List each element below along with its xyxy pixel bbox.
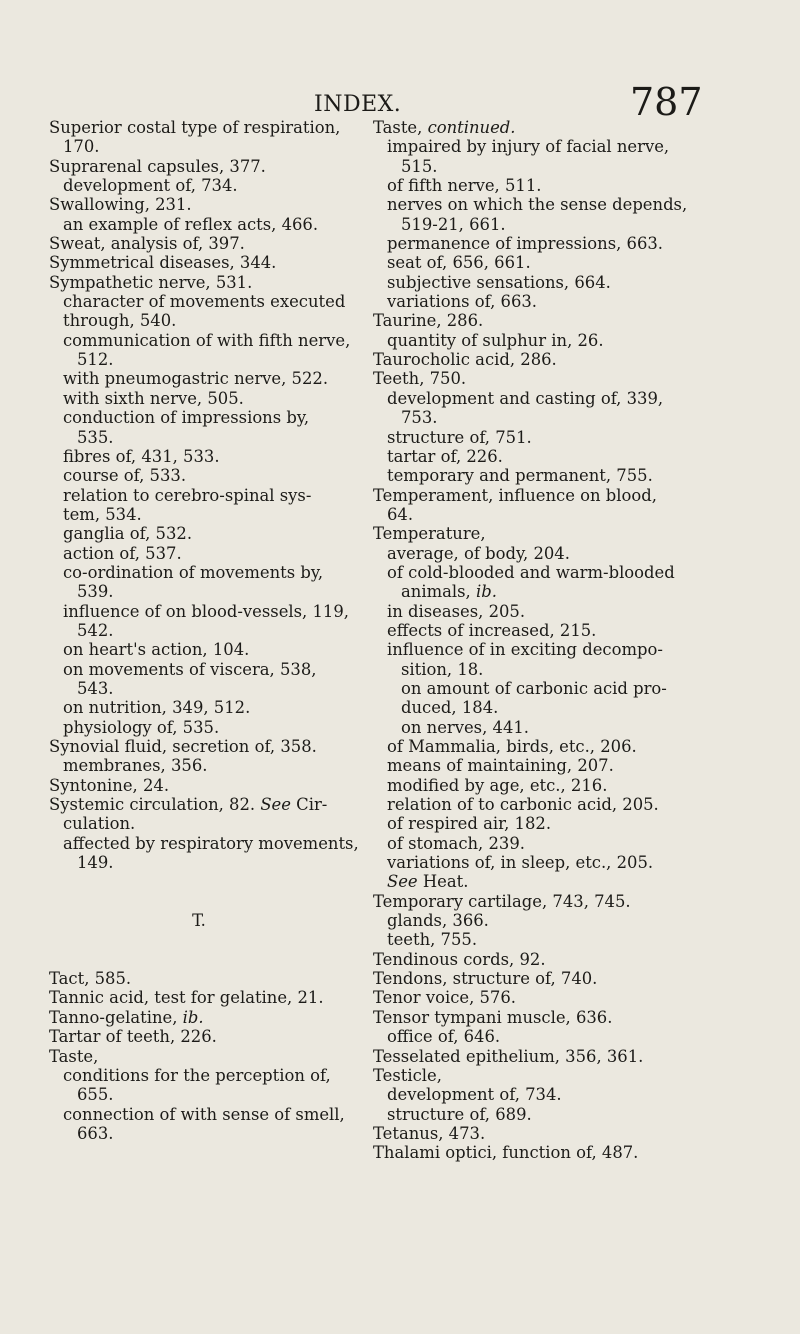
index-entry: Superior costal type of respiration, [49,118,341,137]
blank-line [49,892,349,911]
blank-line [49,950,349,969]
index-subentry: modified by age, etc., 216. [387,775,608,795]
index-subentry: connection of with sense of smell, [63,1104,345,1124]
index-subentry: duced, 184. [401,698,499,718]
index-subentry: animals, ib. [401,582,497,602]
index-entry: Sympathetic nerve, 531. [49,272,253,292]
index-entry: Thalami optici, function of, 487. [373,1143,639,1163]
blank-line [49,930,349,949]
index-subentry: 655. [77,1085,114,1105]
index-subentry: 663. [77,1123,114,1143]
index-subentry: quantity of sulphur in, 26. [387,330,604,350]
index-entry: Sweat, analysis of, 397. [49,234,245,254]
index-subentry: structure of, 689. [387,1104,532,1124]
index-subentry: in diseases, 205. [387,601,526,621]
index-subentry: through, 540. [63,311,177,331]
index-entry: Testicle, [373,1065,442,1085]
index-subentry: 512. [77,350,114,370]
section-letter-heading: T. [192,911,206,931]
index-subentry: 519-21, 661. [401,214,506,234]
index-entry: Tanno-gelatine, ib. [49,1007,204,1027]
index-subentry: 149. [77,853,114,873]
page-number: 787 [630,80,703,124]
index-subentry: conditions for the perception of, [63,1065,331,1085]
index-subentry: development of, 734. [63,176,238,196]
index-entry: Taurocholic acid, 286. [373,350,557,370]
index-entry: Suprarenal capsules, 377. [49,156,266,176]
index-column-right [373,118,688,1163]
index-entry: Systemic circulation, 82. See Cir- [49,795,328,815]
index-subentry: sition, 18. [401,659,484,679]
blank-line [49,872,349,891]
index-subentry: effects of increased, 215. [387,620,597,640]
index-entry: Tensor tympani muscle, 636. [373,1007,613,1027]
index-entry: Temperature, [373,524,486,544]
index-entry: Temporary cartilage, 743, 745. [373,891,631,911]
index-subentry: seat of, 656, 661. [387,253,531,273]
index-entry: Taste, continued. [373,118,516,137]
index-entry: Taste, [49,1046,99,1066]
index-subentry: temporary and permanent, 755. [387,466,653,486]
index-subentry: on movements of viscera, 538, [63,659,317,679]
running-header-title: INDEX. [314,92,402,117]
index-entry: Tendinous cords, 92. [373,949,546,969]
index-subentry: course of, 533. [63,466,187,486]
index-subentry: fibres of, 431, 533. [63,446,220,466]
index-entry: Tendons, structure of, 740. [373,969,598,989]
index-subentry: action of, 537. [63,543,182,563]
index-entry: Synovial fluid, secretion of, 358. [49,737,317,756]
index-entry: Tesselated epithelium, 356, 361. [373,1046,644,1066]
index-subentry: on amount of carbonic acid pro- [401,678,667,698]
index-subentry: impaired by injury of facial nerve, [387,137,670,157]
index-subentry: 753. [401,408,438,428]
index-column-left [49,118,359,1143]
index-entry: Tannic acid, test for gelatine, 21. [49,988,324,1008]
index-subentry: 542. [77,620,114,640]
index-entry: Taurine, 286. [373,311,484,331]
index-subentry: tartar of, 226. [387,446,503,466]
index-subentry: on nutrition, 349, 512. [63,698,251,718]
index-subentry: subjective sensations, 664. [387,272,611,292]
index-subentry: relation to cerebro-spinal sys- [63,485,312,505]
index-subentry: office of, 646. [387,1027,501,1047]
index-subentry: See Heat. [387,872,469,892]
index-subentry: structure of, 751. [387,427,532,447]
index-subentry: means of maintaining, 207. [387,756,614,776]
index-entry: Temperament, influence on blood, [373,485,657,505]
index-subentry: with sixth nerve, 505. [63,388,244,408]
index-subentry: development of, 734. [387,1085,562,1105]
index-subentry: of stomach, 239. [387,833,525,853]
index-entry: Swallowing, 231. [49,195,192,215]
index-subentry: ganglia of, 532. [63,524,193,544]
index-subentry: variations of, 663. [387,292,538,312]
index-subentry: 543. [77,678,114,698]
index-subentry: culation. [63,814,136,834]
index-subentry: with pneumogastric nerve, 522. [63,369,329,389]
index-subentry: conduction of impressions by, [63,408,310,428]
index-subentry: character of movements executed [63,292,346,312]
index-subentry: variations of, in sleep, etc., 205. [387,853,654,873]
index-subentry: of fifth nerve, 511. [387,176,542,196]
index-subentry: physiology of, 535. [63,717,220,737]
index-subentry: of cold-blooded and warm-blooded [387,562,675,582]
index-subentry: relation of to carbonic acid, 205. [387,795,659,815]
index-subentry: tem, 534. [63,504,142,524]
index-subentry: communication of with fifth nerve, [63,330,351,350]
index-entry: Teeth, 750. [373,369,467,389]
index-subentry: glands, 366. [387,911,489,931]
index-entry: Tact, 585. [49,969,132,989]
index-subentry: affected by respiratory movements, [63,833,359,853]
index-subentry: co-ordination of movements by, [63,562,324,582]
index-subentry: influence of in exciting decompo- [387,640,663,660]
index-subentry: on heart's action, 104. [63,640,250,660]
index-subentry: teeth, 755. [387,930,478,950]
index-entry: Tartar of teeth, 226. [49,1027,217,1047]
index-entry: Symmetrical diseases, 344. [49,253,277,273]
index-subentry: membranes, 356. [63,756,208,776]
index-entry: Tenor voice, 576. [373,988,516,1008]
index-subentry: nerves on which the sense depends, [387,195,688,215]
index-subentry: 64. [387,504,414,524]
index-subentry: development and casting of, 339, [387,388,664,408]
index-subentry: 535. [77,427,114,447]
index-entry: Tetanus, 473. [373,1123,486,1143]
index-subentry: an example of reflex acts, 466. [63,214,319,234]
index-subentry: 515. [401,156,438,176]
index-subentry: of respired air, 182. [387,814,552,834]
index-subentry: 539. [77,582,114,602]
index-subentry: influence of on blood-vessels, 119, [63,601,349,621]
index-subentry: on nerves, 441. [401,717,530,737]
index-subentry: permanence of impressions, 663. [387,234,664,254]
index-subentry: 170. [63,137,100,157]
index-subentry: average, of body, 204. [387,543,570,563]
index-subentry: of Mammalia, birds, etc., 206. [387,737,637,756]
index-entry: Syntonine, 24. [49,775,170,795]
